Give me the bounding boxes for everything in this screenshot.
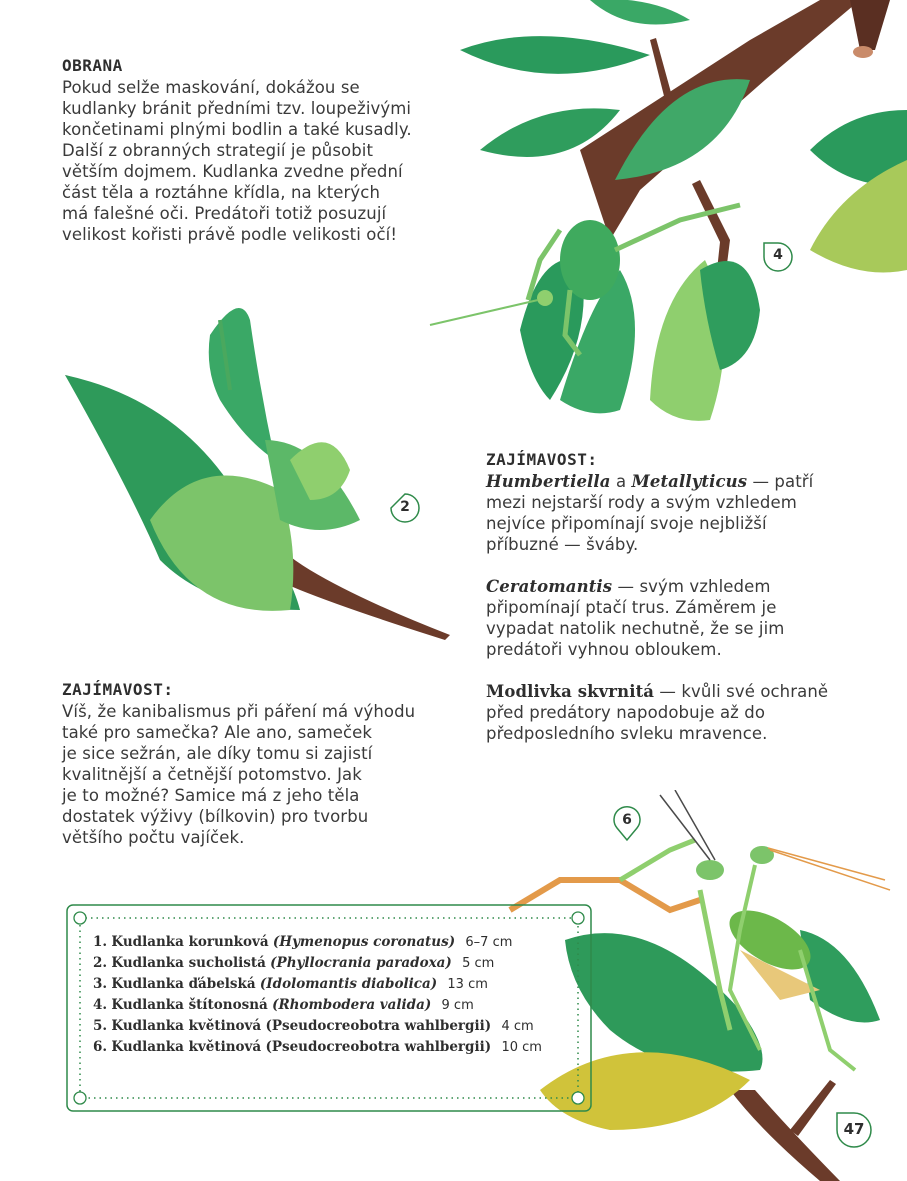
legend-sci: (Phyllocrania paradoxa): [270, 955, 452, 971]
fact-text: — kvůli své ochraně: [654, 682, 829, 701]
fact-line: také pro samečka? Ale ano, sameček: [62, 723, 373, 742]
legend-name: Kudlanka korunková: [111, 934, 269, 950]
fact-line: příbuzné — šváby.: [486, 535, 639, 554]
fact-text: — svým vzhledem: [612, 577, 771, 596]
zajimavost-left-section: [62, 679, 442, 848]
legend-row: [93, 953, 542, 974]
marker-label: 6: [622, 812, 632, 828]
fact-line: nejvíce připomínají svoje nejbližší: [486, 514, 767, 533]
marker-label: 2: [400, 499, 410, 515]
obrana-line: velikost kořisti právě podle velikosti očí!: [62, 225, 398, 244]
legend-sci: (Pseudocreobotra wahlbergii): [265, 1018, 492, 1034]
legend-name: Kudlanka květinová: [111, 1018, 262, 1034]
legend-num: 2.: [93, 955, 108, 971]
obrana-section: [62, 55, 442, 245]
fact-line: je sice sežrán, ale díky tomu si zajistí: [62, 744, 373, 763]
fact-line: připomínají ptačí trus. Záměrem je: [486, 598, 777, 617]
spacer: [486, 555, 846, 576]
marker-label: 4: [773, 247, 783, 263]
fact-ceratomantis-first-line: [486, 576, 846, 597]
legend-row: [93, 995, 542, 1016]
legend-size: 4 cm: [501, 1019, 534, 1034]
fact-line: většího počtu vajíček.: [62, 828, 245, 847]
term-ceratomantis: Ceratomantis: [486, 577, 613, 596]
zajimavost-right-section: [486, 449, 846, 744]
term-modlivka-skvrnita: Modlivka skvrnitá: [486, 682, 655, 701]
fact-line: předposledního svleku mravence.: [486, 724, 768, 743]
legend-name: Kudlanka sucholistá: [111, 955, 266, 971]
legend-name: Kudlanka ďábelská: [111, 976, 256, 992]
legend-name: Kudlanka štítonosná: [111, 997, 268, 1013]
legend-row: [93, 1037, 542, 1058]
fact-line: mezi nejstarší rody a svým vzhledem: [486, 493, 797, 512]
obrana-line: končetinami plnými bodlin a také kusadly.: [62, 120, 412, 139]
spacer: [486, 660, 846, 681]
marker-2: [387, 490, 423, 526]
marker-6: [609, 802, 645, 842]
page-number: [834, 1110, 874, 1150]
legend-num: 5.: [93, 1018, 108, 1034]
legend-row: [93, 974, 542, 995]
marker-4: [760, 239, 796, 275]
obrana-line: Pokud selže maskování, dokážou se: [62, 78, 360, 97]
obrana-heading: OBRANA: [62, 56, 123, 75]
legend-size: 5 cm: [462, 956, 495, 971]
fact-modlivka-first-line: [486, 681, 846, 702]
illustration-phyllocrania-leaf: [60, 290, 455, 640]
legend-num: 6.: [93, 1039, 108, 1055]
legend-size: 10 cm: [501, 1040, 542, 1055]
legend-row: [93, 932, 542, 953]
legend-num: 4.: [93, 997, 108, 1013]
legend-sci: (Rhombodera valida): [272, 997, 432, 1013]
fact-line: kvalitnější a četnější potomstvo. Jak: [62, 765, 362, 784]
legend-size: 6–7 cm: [465, 935, 513, 950]
term-humbertiella: Humbertiella: [486, 472, 611, 491]
illustration-rhombodera-branch: [420, 0, 907, 430]
legend-size: 9 cm: [441, 998, 474, 1013]
obrana-line: větším dojmem. Kudlanka zvedne přední: [62, 162, 403, 181]
term-join: a: [610, 472, 632, 491]
fact-line: před predátory napodobuje až do: [486, 703, 766, 722]
species-legend-list: [93, 932, 542, 1058]
legend-sci: (Idolomantis diabolica): [259, 976, 438, 992]
obrana-line: kudlanky bránit předními tzv. loupeživými: [62, 99, 412, 118]
zajimavost-left-heading: ZAJÍMAVOST:: [62, 680, 174, 699]
legend-sci: (Hymenopus coronatus): [272, 934, 456, 950]
term-metallyticus: Metallyticus: [631, 472, 748, 491]
page-number-label: 47: [843, 1120, 865, 1138]
fact-line: Víš, že kanibalismus při páření má výhodu: [62, 702, 416, 721]
fact-text: — patří: [747, 472, 814, 491]
legend-name: Kudlanka květinová: [111, 1039, 262, 1055]
legend-size: 13 cm: [447, 977, 488, 992]
obrana-line: Další z obranných strategií je působit: [62, 141, 374, 160]
fact-line: vypadat natolik nechutně, že se jim: [486, 619, 785, 638]
legend-row: [93, 1016, 542, 1037]
obrana-line: má falešné oči. Predátoři totiž posuzují: [62, 204, 387, 223]
obrana-line: část těla a roztáhne křídla, na kterých: [62, 183, 381, 202]
zajimavost-right-heading: ZAJÍMAVOST:: [486, 450, 598, 469]
fact-line: predátoři vyhnou obloukem.: [486, 640, 722, 659]
legend-num: 3.: [93, 976, 108, 992]
fact-line: je to možné? Samice má z jeho těla: [62, 786, 360, 805]
fact-line: dostatek výživy (bílkovin) pro tvorbu: [62, 807, 369, 826]
fact-humbertiella-first-line: [486, 471, 846, 492]
legend-num: 1.: [93, 934, 108, 950]
legend-sci: (Pseudocreobotra wahlbergii): [265, 1039, 492, 1055]
